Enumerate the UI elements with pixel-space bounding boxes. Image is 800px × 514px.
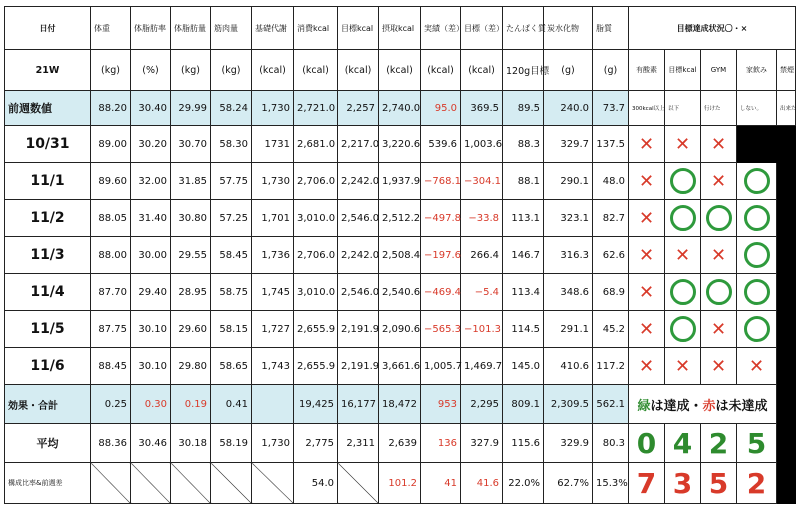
goal-mark bbox=[665, 200, 701, 237]
value-cell: 2,639 bbox=[379, 424, 421, 463]
legend-green: 緑 bbox=[637, 398, 651, 414]
black-cell bbox=[777, 200, 796, 237]
value-cell: 2,309.5 bbox=[544, 385, 593, 424]
value-cell: 30.20 bbox=[131, 126, 171, 163]
value-cell: 30.46 bbox=[131, 424, 171, 463]
value-cell: 88.20 bbox=[91, 91, 131, 126]
day-row bbox=[5, 163, 796, 200]
value-cell: 29.40 bbox=[131, 274, 171, 311]
value-cell: 29.99 bbox=[171, 91, 211, 126]
value-cell: 58.24 bbox=[211, 91, 252, 126]
cross-mark-icon: ✕ bbox=[748, 355, 765, 377]
goal-mark bbox=[665, 274, 701, 311]
value-cell: −5.4 bbox=[461, 274, 503, 311]
value-cell: 88.1 bbox=[503, 163, 544, 200]
value-cell: 562.1 bbox=[593, 385, 629, 424]
value-cell: 290.1 bbox=[544, 163, 593, 200]
col-header: 消費kcal bbox=[294, 7, 338, 50]
ratio-row bbox=[5, 463, 796, 504]
goal-mark bbox=[629, 311, 665, 348]
goal-col-header: 目標kcal bbox=[665, 50, 701, 91]
value-cell: 58.45 bbox=[211, 237, 252, 274]
value-cell: 240.0 bbox=[544, 91, 593, 126]
goal-mark bbox=[701, 237, 737, 274]
value-cell: 31.85 bbox=[171, 163, 211, 200]
col-header: 炭水化物 bbox=[544, 7, 593, 50]
value-cell: 58.30 bbox=[211, 126, 252, 163]
empty-cell bbox=[252, 385, 294, 424]
legend-text: は未達成 bbox=[715, 398, 768, 414]
day-row bbox=[5, 348, 796, 385]
value-cell: 95.0 bbox=[421, 91, 461, 126]
col-header: 体脂肪量 bbox=[171, 7, 211, 50]
value-cell: 323.1 bbox=[544, 200, 593, 237]
value-cell: 2,706.0 bbox=[294, 163, 338, 200]
value-cell: 29.80 bbox=[171, 348, 211, 385]
value-cell: 114.5 bbox=[503, 311, 544, 348]
goal-col-header: GYM bbox=[701, 50, 737, 91]
value-cell: 58.15 bbox=[211, 311, 252, 348]
day-row bbox=[5, 200, 796, 237]
value-cell: 48.0 bbox=[593, 163, 629, 200]
value-cell: −469.4 bbox=[421, 274, 461, 311]
goal-note: しない。 bbox=[737, 91, 777, 126]
effect-label: 効果・合計 bbox=[5, 385, 91, 424]
empty-cell bbox=[171, 463, 211, 504]
value-cell: −197.6 bbox=[421, 237, 461, 274]
value-cell: 19,425 bbox=[294, 385, 338, 424]
value-cell: 145.0 bbox=[503, 348, 544, 385]
value-cell: 2,655.9 bbox=[294, 311, 338, 348]
goal-mark bbox=[629, 163, 665, 200]
value-cell: 30.80 bbox=[171, 200, 211, 237]
cross-mark-icon: ✕ bbox=[710, 170, 727, 192]
value-cell: 0.19 bbox=[171, 385, 211, 424]
value-cell: 2,242.0 bbox=[338, 237, 379, 274]
value-cell: 2,090.6 bbox=[379, 311, 421, 348]
goal-mark bbox=[701, 348, 737, 385]
value-cell: 2,706.0 bbox=[294, 237, 338, 274]
value-cell: 2,508.4 bbox=[379, 237, 421, 274]
value-cell: 2,721.0 bbox=[294, 91, 338, 126]
goal-mark bbox=[701, 274, 737, 311]
goal-col-header: 有酸素 bbox=[629, 50, 665, 91]
goal-mark bbox=[737, 200, 777, 237]
cross-mark-icon: ✕ bbox=[638, 207, 655, 229]
header-row bbox=[5, 7, 796, 50]
unit-cell: (kg) bbox=[91, 50, 131, 91]
value-cell: 58.65 bbox=[211, 348, 252, 385]
value-cell: 3,010.0 bbox=[294, 200, 338, 237]
value-cell: 87.75 bbox=[91, 311, 131, 348]
value-cell: 62.7% bbox=[544, 463, 593, 504]
goal-mark bbox=[737, 274, 777, 311]
value-cell: 291.1 bbox=[544, 311, 593, 348]
black-cell bbox=[777, 348, 796, 385]
black-cell bbox=[777, 237, 796, 274]
date-cell: 10/31 bbox=[5, 126, 91, 163]
value-cell: 30.10 bbox=[131, 348, 171, 385]
empty-cell bbox=[211, 463, 252, 504]
unit-cell: (kcal) bbox=[461, 50, 503, 91]
value-cell: 80.3 bbox=[593, 424, 629, 463]
goal-mark bbox=[629, 348, 665, 385]
value-cell: 22.0% bbox=[503, 463, 544, 504]
value-cell: 2,546.0 bbox=[338, 200, 379, 237]
value-cell: 87.70 bbox=[91, 274, 131, 311]
black-cell bbox=[777, 385, 796, 424]
value-cell: 348.6 bbox=[544, 274, 593, 311]
value-cell: 28.95 bbox=[171, 274, 211, 311]
date-cell: 11/1 bbox=[5, 163, 91, 200]
goal-mark bbox=[665, 311, 701, 348]
prev-week-row bbox=[5, 91, 796, 126]
date-cell: 11/3 bbox=[5, 237, 91, 274]
value-cell: 30.18 bbox=[171, 424, 211, 463]
value-cell: 2,655.9 bbox=[294, 348, 338, 385]
value-cell: 1731 bbox=[252, 126, 294, 163]
col-header: 摂取kcal bbox=[379, 7, 421, 50]
value-cell: −497.8 bbox=[421, 200, 461, 237]
value-cell: 3,661.6 bbox=[379, 348, 421, 385]
goal-note: 以下 bbox=[665, 91, 701, 126]
cross-mark-icon: ✕ bbox=[638, 355, 655, 377]
day-row bbox=[5, 126, 796, 163]
value-cell: 115.6 bbox=[503, 424, 544, 463]
circle-mark-icon bbox=[706, 279, 732, 305]
value-cell: 3,010.0 bbox=[294, 274, 338, 311]
week-label: 21W bbox=[5, 50, 91, 91]
green-count: 2 bbox=[701, 424, 737, 463]
value-cell: −33.8 bbox=[461, 200, 503, 237]
black-cell bbox=[777, 126, 796, 163]
value-cell: 41 bbox=[421, 463, 461, 504]
value-cell: 73.7 bbox=[593, 91, 629, 126]
value-cell: 953 bbox=[421, 385, 461, 424]
unit-cell: (g) bbox=[544, 50, 593, 91]
circle-mark-icon bbox=[744, 205, 770, 231]
goal-mark bbox=[701, 311, 737, 348]
cross-mark-icon: ✕ bbox=[638, 133, 655, 155]
prev-week-label: 前週数値 bbox=[5, 91, 91, 126]
value-cell: 58.75 bbox=[211, 274, 252, 311]
value-cell: 2,681.0 bbox=[294, 126, 338, 163]
value-cell: 18,472 bbox=[379, 385, 421, 424]
date-header: 日付 bbox=[5, 7, 91, 50]
value-cell: 68.9 bbox=[593, 274, 629, 311]
value-cell: 30.10 bbox=[131, 311, 171, 348]
day-row bbox=[5, 274, 796, 311]
value-cell: 1,730 bbox=[252, 424, 294, 463]
goal-mark bbox=[629, 274, 665, 311]
value-cell: 410.6 bbox=[544, 348, 593, 385]
value-cell: 2,775 bbox=[294, 424, 338, 463]
value-cell: 2,257 bbox=[338, 91, 379, 126]
value-cell: 369.5 bbox=[461, 91, 503, 126]
value-cell: 0.25 bbox=[91, 385, 131, 424]
goal-mark bbox=[737, 348, 777, 385]
value-cell: 2,311 bbox=[338, 424, 379, 463]
value-cell: 146.7 bbox=[503, 237, 544, 274]
goal-mark bbox=[737, 163, 777, 200]
value-cell: 82.7 bbox=[593, 200, 629, 237]
tracking-table bbox=[4, 6, 796, 504]
green-count: 5 bbox=[737, 424, 777, 463]
value-cell: 1,743 bbox=[252, 348, 294, 385]
date-cell: 11/5 bbox=[5, 311, 91, 348]
ratio-label: 構成比率&前週差 bbox=[5, 463, 91, 504]
circle-mark-icon bbox=[670, 316, 696, 342]
effect-row bbox=[5, 385, 796, 424]
value-cell: 29.60 bbox=[171, 311, 211, 348]
value-cell: 89.5 bbox=[503, 91, 544, 126]
col-header: 筋肉量 bbox=[211, 7, 252, 50]
value-cell: 2,191.9 bbox=[338, 348, 379, 385]
goal-mark bbox=[737, 126, 777, 163]
red-count: 3 bbox=[665, 463, 701, 504]
value-cell: 2,217.0 bbox=[338, 126, 379, 163]
weekly-tracking-sheet bbox=[4, 6, 796, 508]
value-cell: 41.6 bbox=[461, 463, 503, 504]
cross-mark-icon: ✕ bbox=[710, 133, 727, 155]
goal-note: 300kcal以上 bbox=[629, 91, 665, 126]
col-header: 体重 bbox=[91, 7, 131, 50]
value-cell: 117.2 bbox=[593, 348, 629, 385]
value-cell: 101.2 bbox=[379, 463, 421, 504]
value-cell: 2,540.6 bbox=[379, 274, 421, 311]
goal-col-header: 家飲み bbox=[737, 50, 777, 91]
cross-mark-icon: ✕ bbox=[710, 318, 727, 340]
legend-text: は達成・ bbox=[650, 398, 703, 414]
green-count: 0 bbox=[629, 424, 665, 463]
unit-cell: (%) bbox=[131, 50, 171, 91]
goal-mark bbox=[629, 237, 665, 274]
value-cell: 62.6 bbox=[593, 237, 629, 274]
circle-mark-icon bbox=[744, 279, 770, 305]
empty-cell bbox=[252, 463, 294, 504]
goal-status-title: 目標達成状況〇・× bbox=[629, 7, 796, 50]
cross-mark-icon: ✕ bbox=[638, 244, 655, 266]
value-cell: 88.45 bbox=[91, 348, 131, 385]
goal-mark bbox=[629, 200, 665, 237]
unit-cell: 120g目標 bbox=[503, 50, 544, 91]
value-cell: 2,295 bbox=[461, 385, 503, 424]
value-cell: 30.70 bbox=[171, 126, 211, 163]
legend bbox=[629, 385, 777, 424]
goal-mark bbox=[665, 163, 701, 200]
value-cell: 1,730 bbox=[252, 163, 294, 200]
unit-cell: (kcal) bbox=[421, 50, 461, 91]
empty-cell bbox=[338, 463, 379, 504]
unit-cell: (kcal) bbox=[252, 50, 294, 91]
day-row bbox=[5, 237, 796, 274]
value-cell: 57.75 bbox=[211, 163, 252, 200]
black-cell bbox=[777, 163, 796, 200]
value-cell: 88.00 bbox=[91, 237, 131, 274]
unit-cell: (kg) bbox=[211, 50, 252, 91]
circle-mark-icon bbox=[744, 242, 770, 268]
value-cell: 45.2 bbox=[593, 311, 629, 348]
value-cell: 1,937.9 bbox=[379, 163, 421, 200]
goal-note: 行けた bbox=[701, 91, 737, 126]
unit-cell: (kcal) bbox=[338, 50, 379, 91]
value-cell: 1,469.7 bbox=[461, 348, 503, 385]
col-header: 脂質 bbox=[593, 7, 629, 50]
value-cell: 88.36 bbox=[91, 424, 131, 463]
cross-mark-icon: ✕ bbox=[638, 170, 655, 192]
value-cell: 329.9 bbox=[544, 424, 593, 463]
value-cell: 31.40 bbox=[131, 200, 171, 237]
value-cell: 57.25 bbox=[211, 200, 252, 237]
red-count: 7 bbox=[629, 463, 665, 504]
col-header: 目標（差） bbox=[461, 7, 503, 50]
value-cell: 136 bbox=[421, 424, 461, 463]
empty-cell bbox=[131, 463, 171, 504]
circle-mark-icon bbox=[670, 205, 696, 231]
unit-cell: (kg) bbox=[171, 50, 211, 91]
value-cell: 2,546.0 bbox=[338, 274, 379, 311]
cross-mark-icon: ✕ bbox=[674, 133, 691, 155]
value-cell: 16,177 bbox=[338, 385, 379, 424]
value-cell: −101.3 bbox=[461, 311, 503, 348]
value-cell: 137.5 bbox=[593, 126, 629, 163]
unit-cell: (kcal) bbox=[294, 50, 338, 91]
value-cell: 89.00 bbox=[91, 126, 131, 163]
value-cell: 316.3 bbox=[544, 237, 593, 274]
value-cell: 809.1 bbox=[503, 385, 544, 424]
goal-mark bbox=[629, 126, 665, 163]
black-cell bbox=[777, 463, 796, 504]
value-cell: 1,005.7 bbox=[421, 348, 461, 385]
value-cell: 1,727 bbox=[252, 311, 294, 348]
date-cell: 11/4 bbox=[5, 274, 91, 311]
black-cell bbox=[777, 311, 796, 348]
circle-mark-icon bbox=[670, 279, 696, 305]
cross-mark-icon: ✕ bbox=[674, 355, 691, 377]
circle-mark-icon bbox=[744, 168, 770, 194]
col-header: たんぱく質 bbox=[503, 7, 544, 50]
black-cell bbox=[777, 424, 796, 463]
goal-mark bbox=[701, 200, 737, 237]
black-cell bbox=[777, 274, 796, 311]
value-cell: 2,512.2 bbox=[379, 200, 421, 237]
cross-mark-icon: ✕ bbox=[674, 244, 691, 266]
goal-mark bbox=[701, 163, 737, 200]
date-cell: 11/6 bbox=[5, 348, 91, 385]
goal-col-header: 禁煙 bbox=[777, 50, 796, 91]
value-cell: 2,740.0 bbox=[379, 91, 421, 126]
value-cell: 113.4 bbox=[503, 274, 544, 311]
cross-mark-icon: ✕ bbox=[638, 318, 655, 340]
cross-mark-icon: ✕ bbox=[638, 281, 655, 303]
value-cell: 1,701 bbox=[252, 200, 294, 237]
value-cell: 2,191.9 bbox=[338, 311, 379, 348]
value-cell: 0.30 bbox=[131, 385, 171, 424]
red-count: 2 bbox=[737, 463, 777, 504]
value-cell: 32.00 bbox=[131, 163, 171, 200]
value-cell: −565.3 bbox=[421, 311, 461, 348]
units-row bbox=[5, 50, 796, 91]
value-cell: 88.3 bbox=[503, 126, 544, 163]
value-cell: 58.19 bbox=[211, 424, 252, 463]
value-cell: 30.00 bbox=[131, 237, 171, 274]
value-cell: 0.41 bbox=[211, 385, 252, 424]
legend-red: 赤 bbox=[702, 398, 716, 414]
value-cell: 327.9 bbox=[461, 424, 503, 463]
cross-mark-icon: ✕ bbox=[710, 244, 727, 266]
empty-cell bbox=[91, 463, 131, 504]
goal-mark bbox=[665, 126, 701, 163]
value-cell: 89.60 bbox=[91, 163, 131, 200]
col-header: 基礎代謝 bbox=[252, 7, 294, 50]
value-cell: 266.4 bbox=[461, 237, 503, 274]
unit-cell: (kcal) bbox=[379, 50, 421, 91]
value-cell: 113.1 bbox=[503, 200, 544, 237]
cross-mark-icon: ✕ bbox=[710, 355, 727, 377]
value-cell: 29.55 bbox=[171, 237, 211, 274]
day-rows bbox=[5, 126, 796, 385]
green-count: 4 bbox=[665, 424, 701, 463]
col-header: 目標kcal bbox=[338, 7, 379, 50]
value-cell: 1,736 bbox=[252, 237, 294, 274]
value-cell: 329.7 bbox=[544, 126, 593, 163]
average-row bbox=[5, 424, 796, 463]
value-cell: 1,730 bbox=[252, 91, 294, 126]
col-header: 実績（差） bbox=[421, 7, 461, 50]
value-cell: 88.05 bbox=[91, 200, 131, 237]
value-cell: −304.1 bbox=[461, 163, 503, 200]
circle-mark-icon bbox=[744, 316, 770, 342]
goal-note: 出来た bbox=[777, 91, 796, 126]
value-cell: 539.6 bbox=[421, 126, 461, 163]
circle-mark-icon bbox=[706, 205, 732, 231]
value-cell: 1,003.6 bbox=[461, 126, 503, 163]
circle-mark-icon bbox=[670, 168, 696, 194]
value-cell: 2,242.0 bbox=[338, 163, 379, 200]
unit-cell: (g) bbox=[593, 50, 629, 91]
red-count: 5 bbox=[701, 463, 737, 504]
value-cell: 3,220.6 bbox=[379, 126, 421, 163]
date-cell: 11/2 bbox=[5, 200, 91, 237]
goal-mark bbox=[737, 311, 777, 348]
average-label: 平均 bbox=[5, 424, 91, 463]
goal-mark bbox=[737, 237, 777, 274]
value-cell: 15.3% bbox=[593, 463, 629, 504]
goal-mark bbox=[701, 126, 737, 163]
goal-mark bbox=[665, 348, 701, 385]
value-cell: −768.1 bbox=[421, 163, 461, 200]
value-cell: 54.0 bbox=[294, 463, 338, 504]
goal-mark bbox=[665, 237, 701, 274]
day-row bbox=[5, 311, 796, 348]
col-header: 体脂肪率 bbox=[131, 7, 171, 50]
value-cell: 1,745 bbox=[252, 274, 294, 311]
value-cell: 30.40 bbox=[131, 91, 171, 126]
